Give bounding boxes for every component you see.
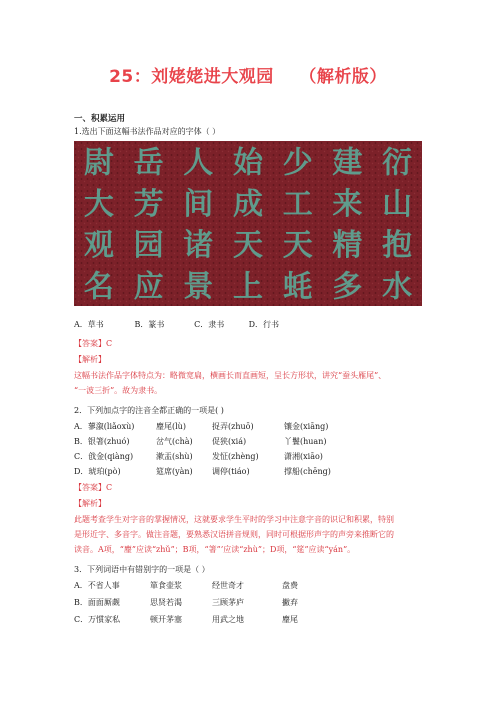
q2-analysis (74, 512, 424, 557)
q2-option-row (74, 437, 326, 447)
q2-analysis-line: 读音。A项，“麈”应读“zhǔ”；B项，“箸”’应读“zhù”；D项，“筵”应读“yán”。 (74, 545, 356, 554)
q1-option-c[interactable]: C．隶书 (194, 320, 225, 329)
q2-item: 丫鬟(huan) (284, 437, 327, 446)
q2-item: 潇湘(xiāo) (284, 452, 323, 461)
q2-option-row (74, 452, 323, 462)
q3-item: 思贤若渴 (150, 598, 182, 607)
page-title: 25：刘姥姥进大观园 （解析版） (109, 67, 387, 87)
q2-option-d[interactable]: D．琥珀(pò) (74, 467, 121, 476)
q1-option-b[interactable]: B．篆书 (134, 320, 165, 329)
q3-option-row (74, 615, 298, 625)
q3-item: 三顾茅庐 (212, 598, 244, 607)
q1-analysis-line: 这幅书法作品字体特点为：略微宽扁，横画长而直画短，呈长方形状，讲究“蚕头雁尾”、 (74, 371, 387, 380)
calligraphy-char: 成 (233, 186, 263, 222)
q2-item: 发怔(zhèng) (212, 452, 259, 461)
q2-option-row (74, 422, 328, 432)
q1-option-d[interactable]: D．行书 (248, 320, 280, 329)
q1-analysis-line: “一波三折”。故为隶书。 (74, 386, 163, 395)
q2-item: 漱盂(shù) (156, 452, 193, 461)
q3-option-b[interactable]: B．面面厮觑 (74, 598, 120, 607)
calligraphy-char: 始 (233, 145, 263, 181)
q3-option-a[interactable]: A．不省人事 (74, 581, 120, 590)
q2-item: 调停(tiáo) (212, 467, 250, 476)
calligraphy-char: 来 (332, 186, 363, 222)
q3-question: 3．下列词语中有错别字的一项是（ ） (74, 565, 210, 574)
q3-option-c[interactable]: C．万惯家私 (74, 615, 121, 624)
q2-analysis-line: 此题考查学生对字音的掌握情况，这就要求学生平时的学习中注意字音的识记和积累，特别 (74, 515, 394, 524)
calligraphy-char: 芳 (133, 186, 164, 222)
calligraphy-char: 名 (83, 269, 114, 305)
calligraphy-char: 上 (233, 269, 263, 305)
calligraphy-char: 园 (133, 228, 164, 264)
calligraphy-char: 观 (83, 228, 114, 264)
q3-item: 用武之地 (212, 615, 244, 624)
calligraphy-char: 衍 (382, 145, 413, 181)
calligraphy-char: 应 (133, 269, 164, 305)
calligraphy-char: 少 (282, 145, 313, 181)
section-heading: 一、积累运用 (74, 114, 126, 124)
q2-item: 促狭(xiá) (212, 437, 247, 446)
q2-analysis-line: 是形近字、多音字。做注音题，要熟悉汉语拼音规则，同时可根据形声字的声旁来推断它的 (74, 530, 394, 539)
q1-question: 1.选出下面这幅书法作品对应的字体（ ） (74, 127, 221, 136)
q2-question: 2．下列加点字的注音全都正确的一项是( ) (74, 406, 224, 415)
calligraphy-char: 景 (183, 269, 214, 305)
q1-option-a[interactable]: A．草书 (74, 320, 104, 329)
q2-option-a[interactable]: A．蓼溆(liǎoxù) (74, 422, 135, 431)
calligraphy-char: 岳 (133, 145, 164, 181)
calligraphy-char: 天 (282, 228, 313, 264)
q1-analysis-label: 【解析】 (74, 355, 106, 364)
q3-item: 箪食壶浆 (150, 581, 182, 590)
calligraphy-char: 抱 (382, 228, 413, 264)
q3-option-row (74, 581, 298, 591)
calligraphy-artwork (74, 141, 422, 306)
calligraphy-char: 蚝 (282, 269, 313, 305)
calligraphy-char: 尉 (83, 145, 114, 181)
q3-item: 撇弃 (282, 598, 298, 607)
calligraphy-char: 多 (332, 269, 363, 305)
q2-item: 麈尾(lù) (156, 422, 186, 431)
q1-options (74, 320, 279, 330)
q2-option-c[interactable]: C．戗金(qiàng) (74, 452, 134, 461)
calligraphy-char: 精 (332, 228, 363, 264)
calligraphy-char: 工 (282, 186, 313, 222)
calligraphy-char: 间 (183, 186, 214, 222)
calligraphy-char: 山 (382, 186, 413, 222)
q2-item: 镶金(xiāng) (284, 422, 329, 431)
calligraphy-image (74, 141, 422, 306)
q2-item: 筵席(yàn) (156, 467, 193, 476)
q3-option-row (74, 598, 298, 608)
q2-option-row (74, 467, 331, 477)
q2-answer: 【答案】C (74, 483, 113, 492)
q1-answer: 【答案】C (74, 339, 113, 348)
calligraphy-char: 天 (233, 228, 263, 264)
q3-item: 经世奇才 (212, 581, 244, 590)
calligraphy-char: 诸 (183, 228, 214, 264)
q2-item: 捉弄(zhuō) (212, 422, 254, 431)
q3-item: 麈尾 (282, 615, 298, 624)
q3-item: 盘费 (282, 581, 298, 590)
calligraphy-char: 大 (83, 186, 114, 222)
calligraphy-char: 水 (382, 269, 413, 305)
calligraphy-char: 人 (183, 145, 214, 181)
q2-item: 撑船(chēng) (284, 467, 331, 476)
calligraphy-char: 建 (332, 145, 363, 181)
q2-option-b[interactable]: B．银箸(zhuó) (74, 437, 130, 446)
q3-item: 顿开茅塞 (150, 615, 182, 624)
q1-analysis (74, 368, 424, 398)
q2-item: 岔气(chà) (156, 437, 193, 446)
q2-analysis-label: 【解析】 (74, 499, 106, 508)
